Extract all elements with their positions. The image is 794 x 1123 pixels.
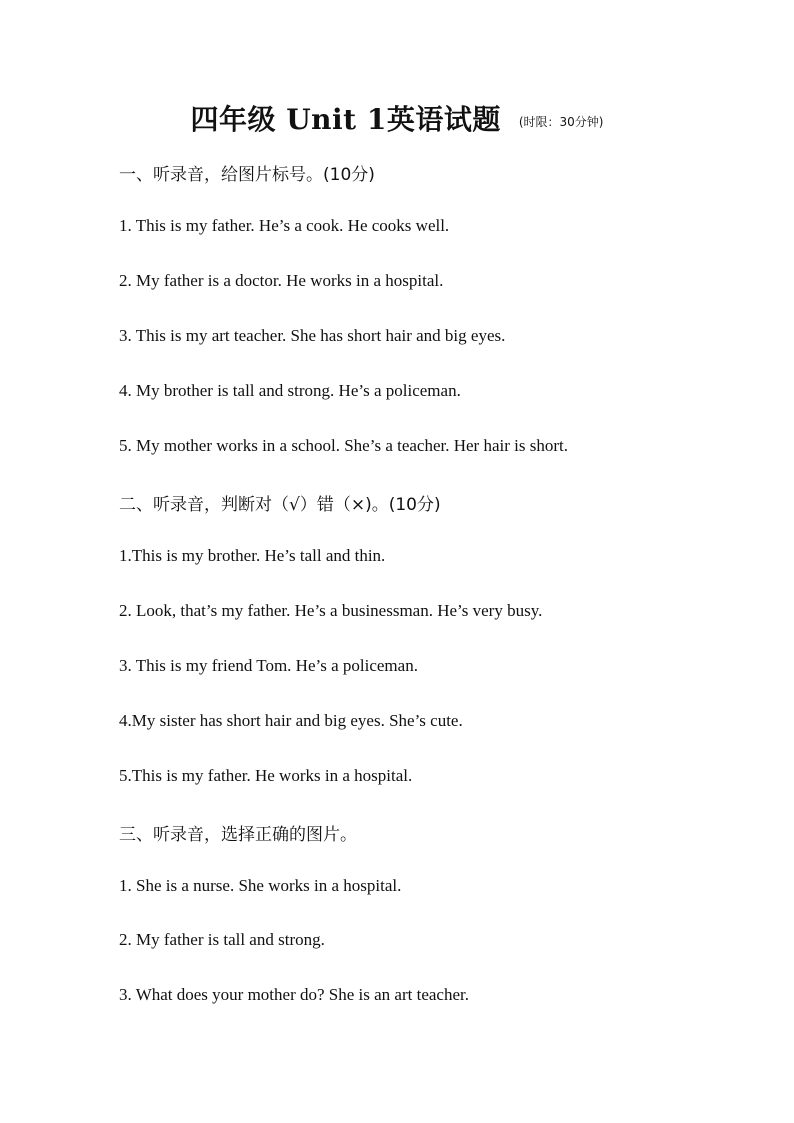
section-3-item: 3. What does your mother do? She is an art teacher. — [119, 985, 469, 1004]
section-1-item: 3. This is my art teacher. She has short hair and big eyes. — [119, 326, 506, 345]
section-2-item: 2. Look, that’s my father. He’s a businessman. He’s very busy. — [119, 601, 543, 620]
document-title — [0, 98, 794, 138]
section-3-item: 2. My father is tall and strong. — [119, 930, 325, 949]
section-2-item: 3. This is my friend Tom. He’s a policeman. — [119, 656, 418, 675]
section-3-item: 1. She is a nurse. She works in a hospital. — [119, 876, 402, 895]
time-limit-note: (时限：30分钟) — [518, 115, 604, 129]
section-2-heading: 二、听录音，判断对（√）错（×)。(10分) — [119, 495, 441, 515]
section-1-item: 1. This is my father. He’s a cook. He cooks well. — [119, 216, 450, 235]
section-2-item: 5.This is my father. He works in a hospital. — [119, 766, 413, 785]
section-1-item: 2. My father is a doctor. He works in a hospital. — [119, 271, 444, 290]
section-1-item: 5. My mother works in a school. She’s a teacher. Her hair is short. — [119, 436, 568, 455]
title-text: 四年级 Unit 1英语试题 — [190, 103, 501, 136]
section-2-item: 1.This is my brother. He’s tall and thin. — [119, 546, 386, 565]
section-2-item: 4.My sister has short hair and big eyes. She’s cute. — [119, 711, 463, 730]
section-3-heading: 三、听录音，选择正确的图片。 — [119, 825, 357, 845]
section-1-heading: 一、听录音，给图片标号。(10分) — [119, 165, 375, 185]
section-1-item: 4. My brother is tall and strong. He’s a policeman. — [119, 381, 461, 400]
